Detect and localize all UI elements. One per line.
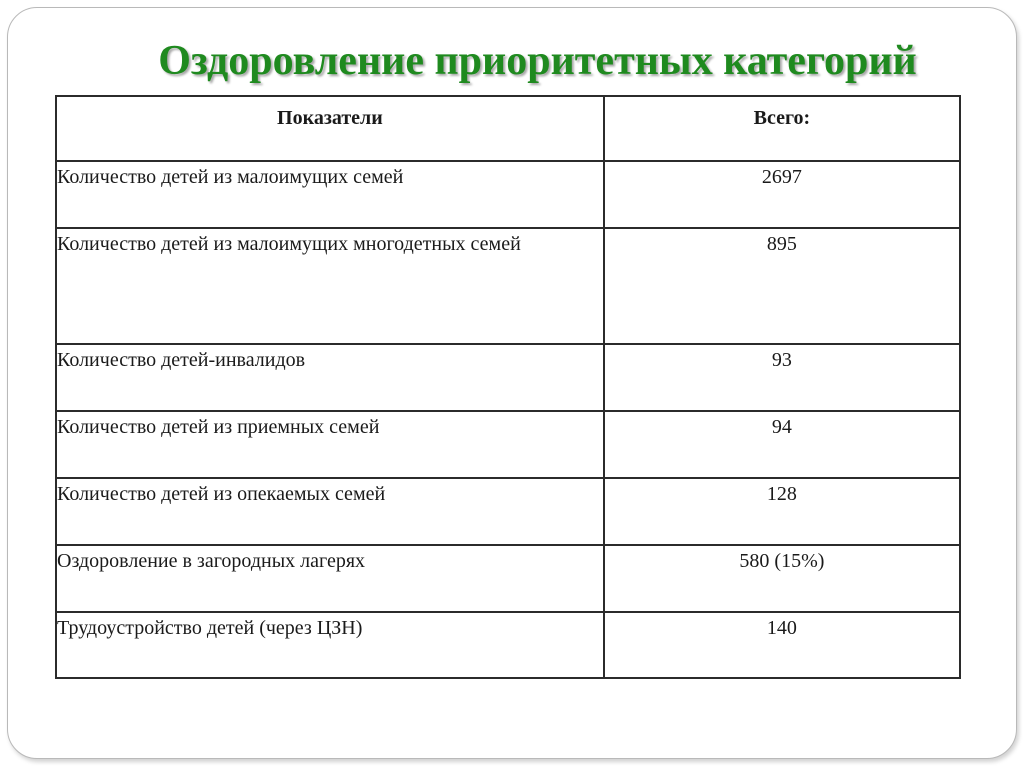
row-value: 93 (604, 344, 960, 411)
table-row (56, 411, 960, 478)
row-label: Количество детей-инвалидов (56, 344, 604, 411)
row-label: Трудоустройство детей (через ЦЗН) (56, 612, 604, 678)
table-row (56, 228, 960, 344)
row-value: 140 (604, 612, 960, 678)
table-row (56, 612, 960, 678)
column-header-indicators: Показатели (56, 96, 604, 161)
row-label: Оздоровление в загородных лагерях (56, 545, 604, 612)
row-label: Количество детей из малоимущих многодетных семей (56, 228, 604, 344)
row-value: 895 (604, 228, 960, 344)
row-label: Количество детей из опекаемых семей (56, 478, 604, 545)
table-row (56, 161, 960, 228)
row-value: 2697 (604, 161, 960, 228)
row-label: Количество детей из малоимущих семей (56, 161, 604, 228)
row-value: 94 (604, 411, 960, 478)
table-row (56, 344, 960, 411)
row-label: Количество детей из приемных семей (56, 411, 604, 478)
indicators-table (55, 95, 961, 679)
slide-title: Оздоровление приоритетных категорий (158, 38, 917, 84)
row-value: 128 (604, 478, 960, 545)
column-header-total: Всего: (604, 96, 960, 161)
table-row (56, 545, 960, 612)
row-value: 580 (15%) (604, 545, 960, 612)
table-header-row (56, 96, 960, 161)
table-row (56, 478, 960, 545)
